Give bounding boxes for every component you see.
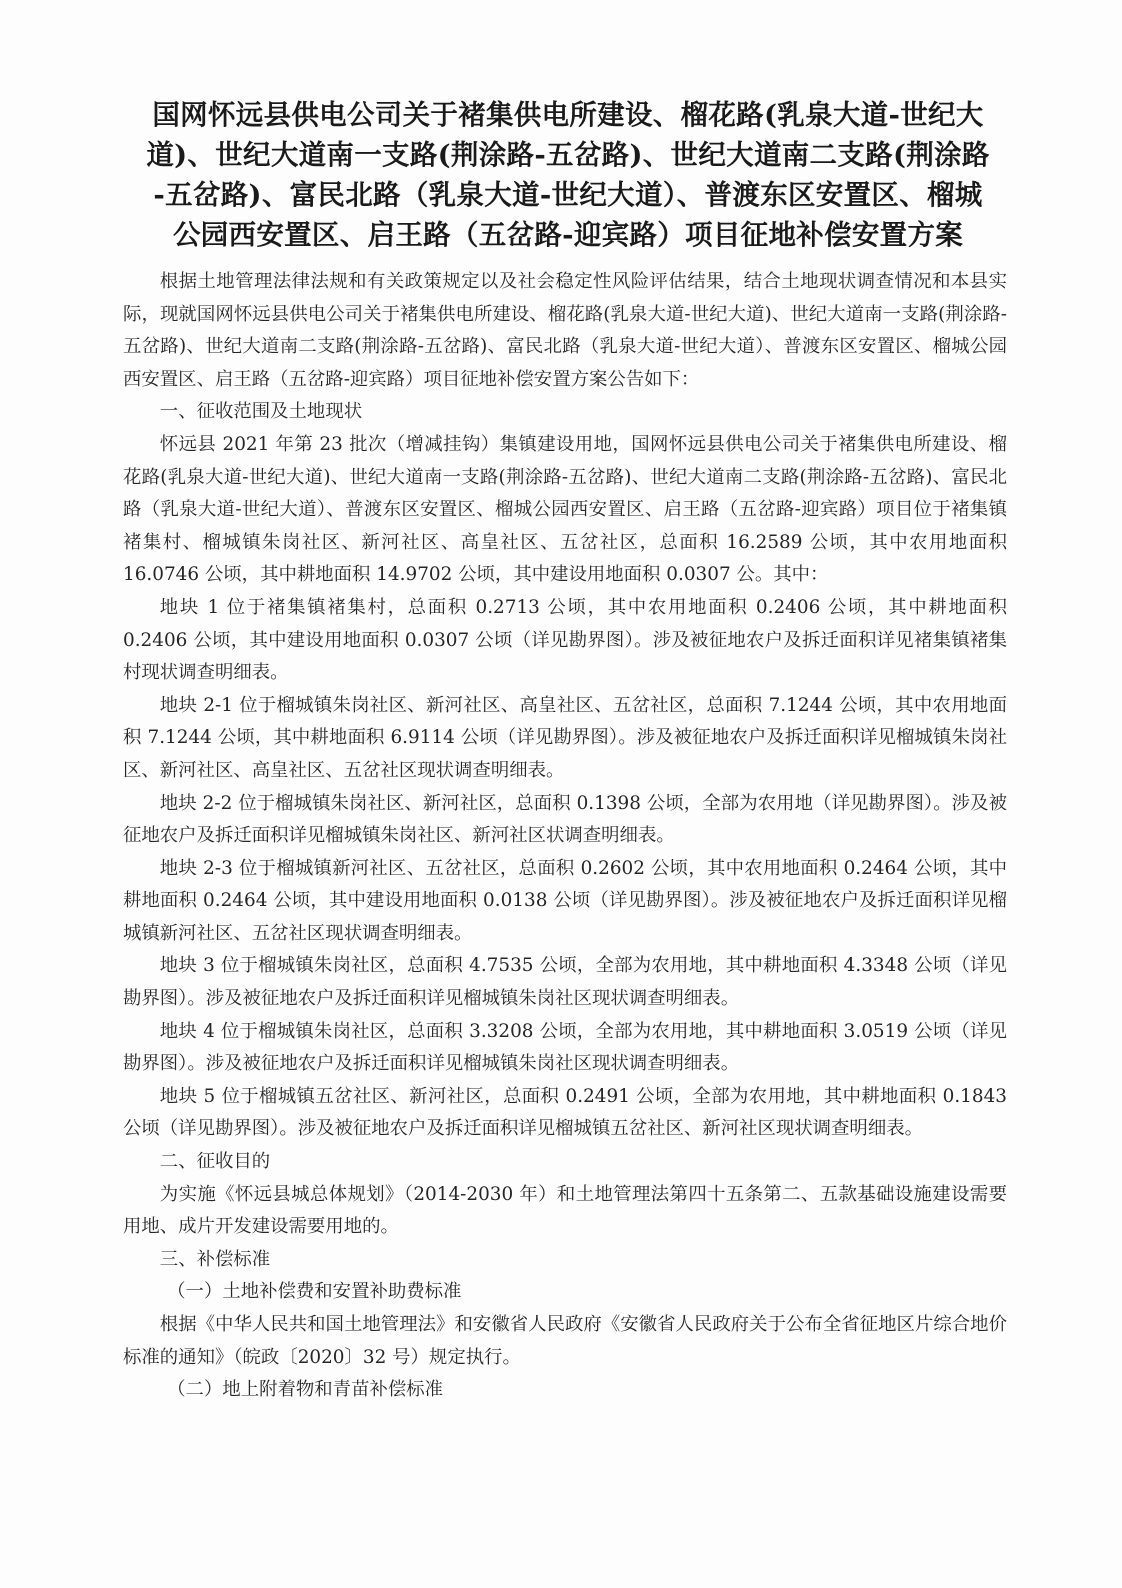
section-1-heading: 一、征收范围及土地现状 (159, 401, 363, 423)
section-2-paragraph: 为实施《怀远县城总体规划》（2014-2030 年）和土地管理法第四十五条第二、五款基础设施建设需要用地、成片开发建设需要用地的。 (123, 1183, 1007, 1238)
section-3-sub1-paragraph: 根据《中华人民共和国土地管理法》和安徽省人民政府《安徽省人民政府关于公布全省征地区片综合地价标准的通知》（皖政〔2020〕32 号）规定执行。 (123, 1314, 1007, 1368)
intro-paragraph: 根据土地管理法律法规和有关政策规定以及社会稳定性风险评估结果，结合土地现状调查情况和本县实际，现就国网怀远县供电公司关于褚集供电所建设、榴花路(乳泉大道-世纪大道)、世纪大道南一支路(荆涂路-五岔路)、世纪大道南二支路(荆涂路-五岔路)、富民北路（乳泉大道-世纪大道）、普渡东区安置区、榴城公园西安置区、启王路（五岔路-迎宾路）项目征地补偿安置方案公告如下： (123, 271, 1007, 390)
section-2-heading: 二、征收目的 (159, 1151, 271, 1173)
title-line-2: 道)、世纪大道南一支路(荆涂路-五岔路)、世纪大道南二支路(荆涂路 (146, 139, 990, 171)
plot-2-2-paragraph: 地块 2-2 位于榴城镇朱岗社区、新河社区，总面积 0.1398 公顷，全部为农用地（详见勘界图）。涉及被征地农户及拆迁面积详见榴城镇朱岗社区、新河社区状调查明细表。 (123, 792, 1007, 847)
title-line-1: 国网怀远县供电公司关于褚集供电所建设、榴花路(乳泉大道-世纪大 (152, 99, 984, 131)
section-3-subheading-2: （二）地上附着物和青苗补偿标准 (167, 1379, 444, 1401)
document-title (128, 95, 1008, 255)
document-body (123, 266, 1007, 1407)
section-3-heading: 三、补偿标准 (159, 1248, 271, 1270)
title-line-3: -五岔路)、富民北路（乳泉大道-世纪大道）、普渡东区安置区、榴城 (153, 179, 983, 211)
plot-1-paragraph: 地块 1 位于褚集镇褚集村，总面积 0.2713 公顷，其中农用地面积 0.2406 公顷，其中耕地面积 0.2406 公顷，其中建设用地面积 0.0307 公顷（详见勘界图）。涉及被征地农户及拆迁面积详见褚集镇褚集村现状调查明细表。 (123, 596, 1007, 684)
plot-4-paragraph: 地块 4 位于榴城镇朱岗社区，总面积 3.3208 公顷，全部为农用地，其中耕地面积 3.0519 公顷（详见勘界图）。涉及被征地农户及拆迁面积详见榴城镇朱岗社区现状调查明细表。 (123, 1020, 1007, 1075)
plot-2-3-paragraph: 地块 2-3 位于榴城镇新河社区、五岔社区，总面积 0.2602 公顷，其中农用地面积 0.2464 公顷，其中耕地面积 0.2464 公顷，其中建设用地面积 0.0138 公顷（详见勘界图）。涉及被征地农户及拆迁面积详见榴城镇新河社区、五岔社区现状调查明细表。 (123, 857, 1007, 944)
title-line-4: 公园西安置区、启王路（五岔路-迎宾路）项目征地补偿安置方案 (172, 219, 964, 251)
plot-2-1-paragraph: 地块 2-1 位于榴城镇朱岗社区、新河社区、高皇社区、五岔社区，总面积 7.1244 公顷，其中农用地面积 7.1244 公顷，其中耕地面积 6.9114 公顷（详见勘界图）。涉及被征地农户及拆迁面积详见榴城镇朱岗社区、新河社区、高皇社区、五岔社区现状调查明细表。 (123, 694, 1007, 781)
plot-5-paragraph: 地块 5 位于榴城镇五岔社区、新河社区，总面积 0.2491 公顷，全部为农用地，其中耕地面积 0.1843 公顷（详见勘界图）。涉及被征地农户及拆迁面积详见榴城镇五岔社区、新河社区现状调查明细表。 (123, 1085, 1007, 1140)
section-3-subheading-1: （一）土地补偿费和安置补助费标准 (167, 1281, 462, 1303)
section-1-paragraph: 怀远县 2021 年第 23 批次（增减挂钩）集镇建设用地，国网怀远县供电公司关于褚集供电所建设、榴花路(乳泉大道-世纪大道)、世纪大道南一支路(荆涂路-五岔路)、世纪大道南二支路(荆涂路-五岔路)、富民北路（乳泉大道-世纪大道）、普渡东区安置区、榴城公园西安置区、启王路（五岔路-迎宾路）项目位于褚集镇褚集村、榴城镇朱岗社区、新河社区、高皇社区、五岔社区，总面积 16.2589 公顷，其中农用地面积 16.0746 公顷，其中耕地面积 14.9702 公顷，其中建设用地面积 0.0307 公。其中： (123, 433, 1007, 586)
plot-3-paragraph: 地块 3 位于榴城镇朱岗社区，总面积 4.7535 公顷，全部为农用地，其中耕地面积 4.3348 公顷（详见勘界图）。涉及被征地农户及拆迁面积详见榴城镇朱岗社区现状调查明细表。 (123, 955, 1007, 1010)
